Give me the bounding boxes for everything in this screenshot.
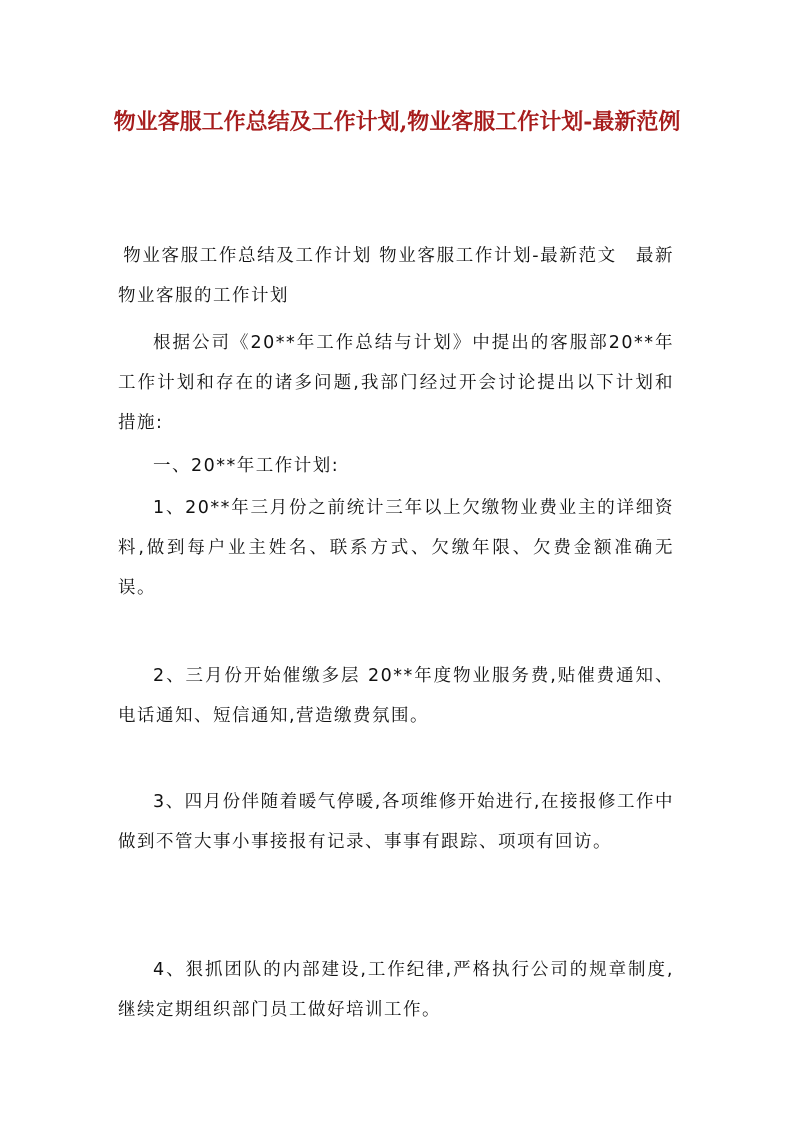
plan-item-3: 3、四月份伴随着暖气停暖,各项维修开始进行,在接报修工作中做到不管大事小事接报有记录、事事有跟踪、项项有回访。 [118, 792, 674, 852]
intro-paragraph: 物业客服工作总结及工作计划 物业客服工作计划-最新范文 最新物业客服的工作计划 [118, 246, 674, 306]
section-heading: 一、20**年工作计划: [153, 456, 340, 476]
plan-item-4: 4、狠抓团队的内部建设,工作纪律,严格执行公司的规章制度,继续定期组织部门员工做好培训工作。 [118, 960, 674, 1020]
background-paragraph: 根据公司《20**年工作总结与计划》中提出的客服部20**年工作计划和存在的诸多问题,我部门经过开会讨论提出以下计划和措施: [118, 333, 674, 433]
plan-item-2: 2、三月份开始催缴多层 20**年度物业服务费,贴催费通知、电话通知、短信通知,营造缴费氛围。 [118, 666, 674, 726]
plan-item-1: 1、20**年三月份之前统计三年以上欠缴物业费业主的详细资料,做到每户业主姓名、联系方式、欠缴年限、欠费金额准确无误。 [118, 498, 674, 598]
document-title: 物业客服工作总结及工作计划,物业客服工作计划-最新范例 [113, 109, 681, 135]
